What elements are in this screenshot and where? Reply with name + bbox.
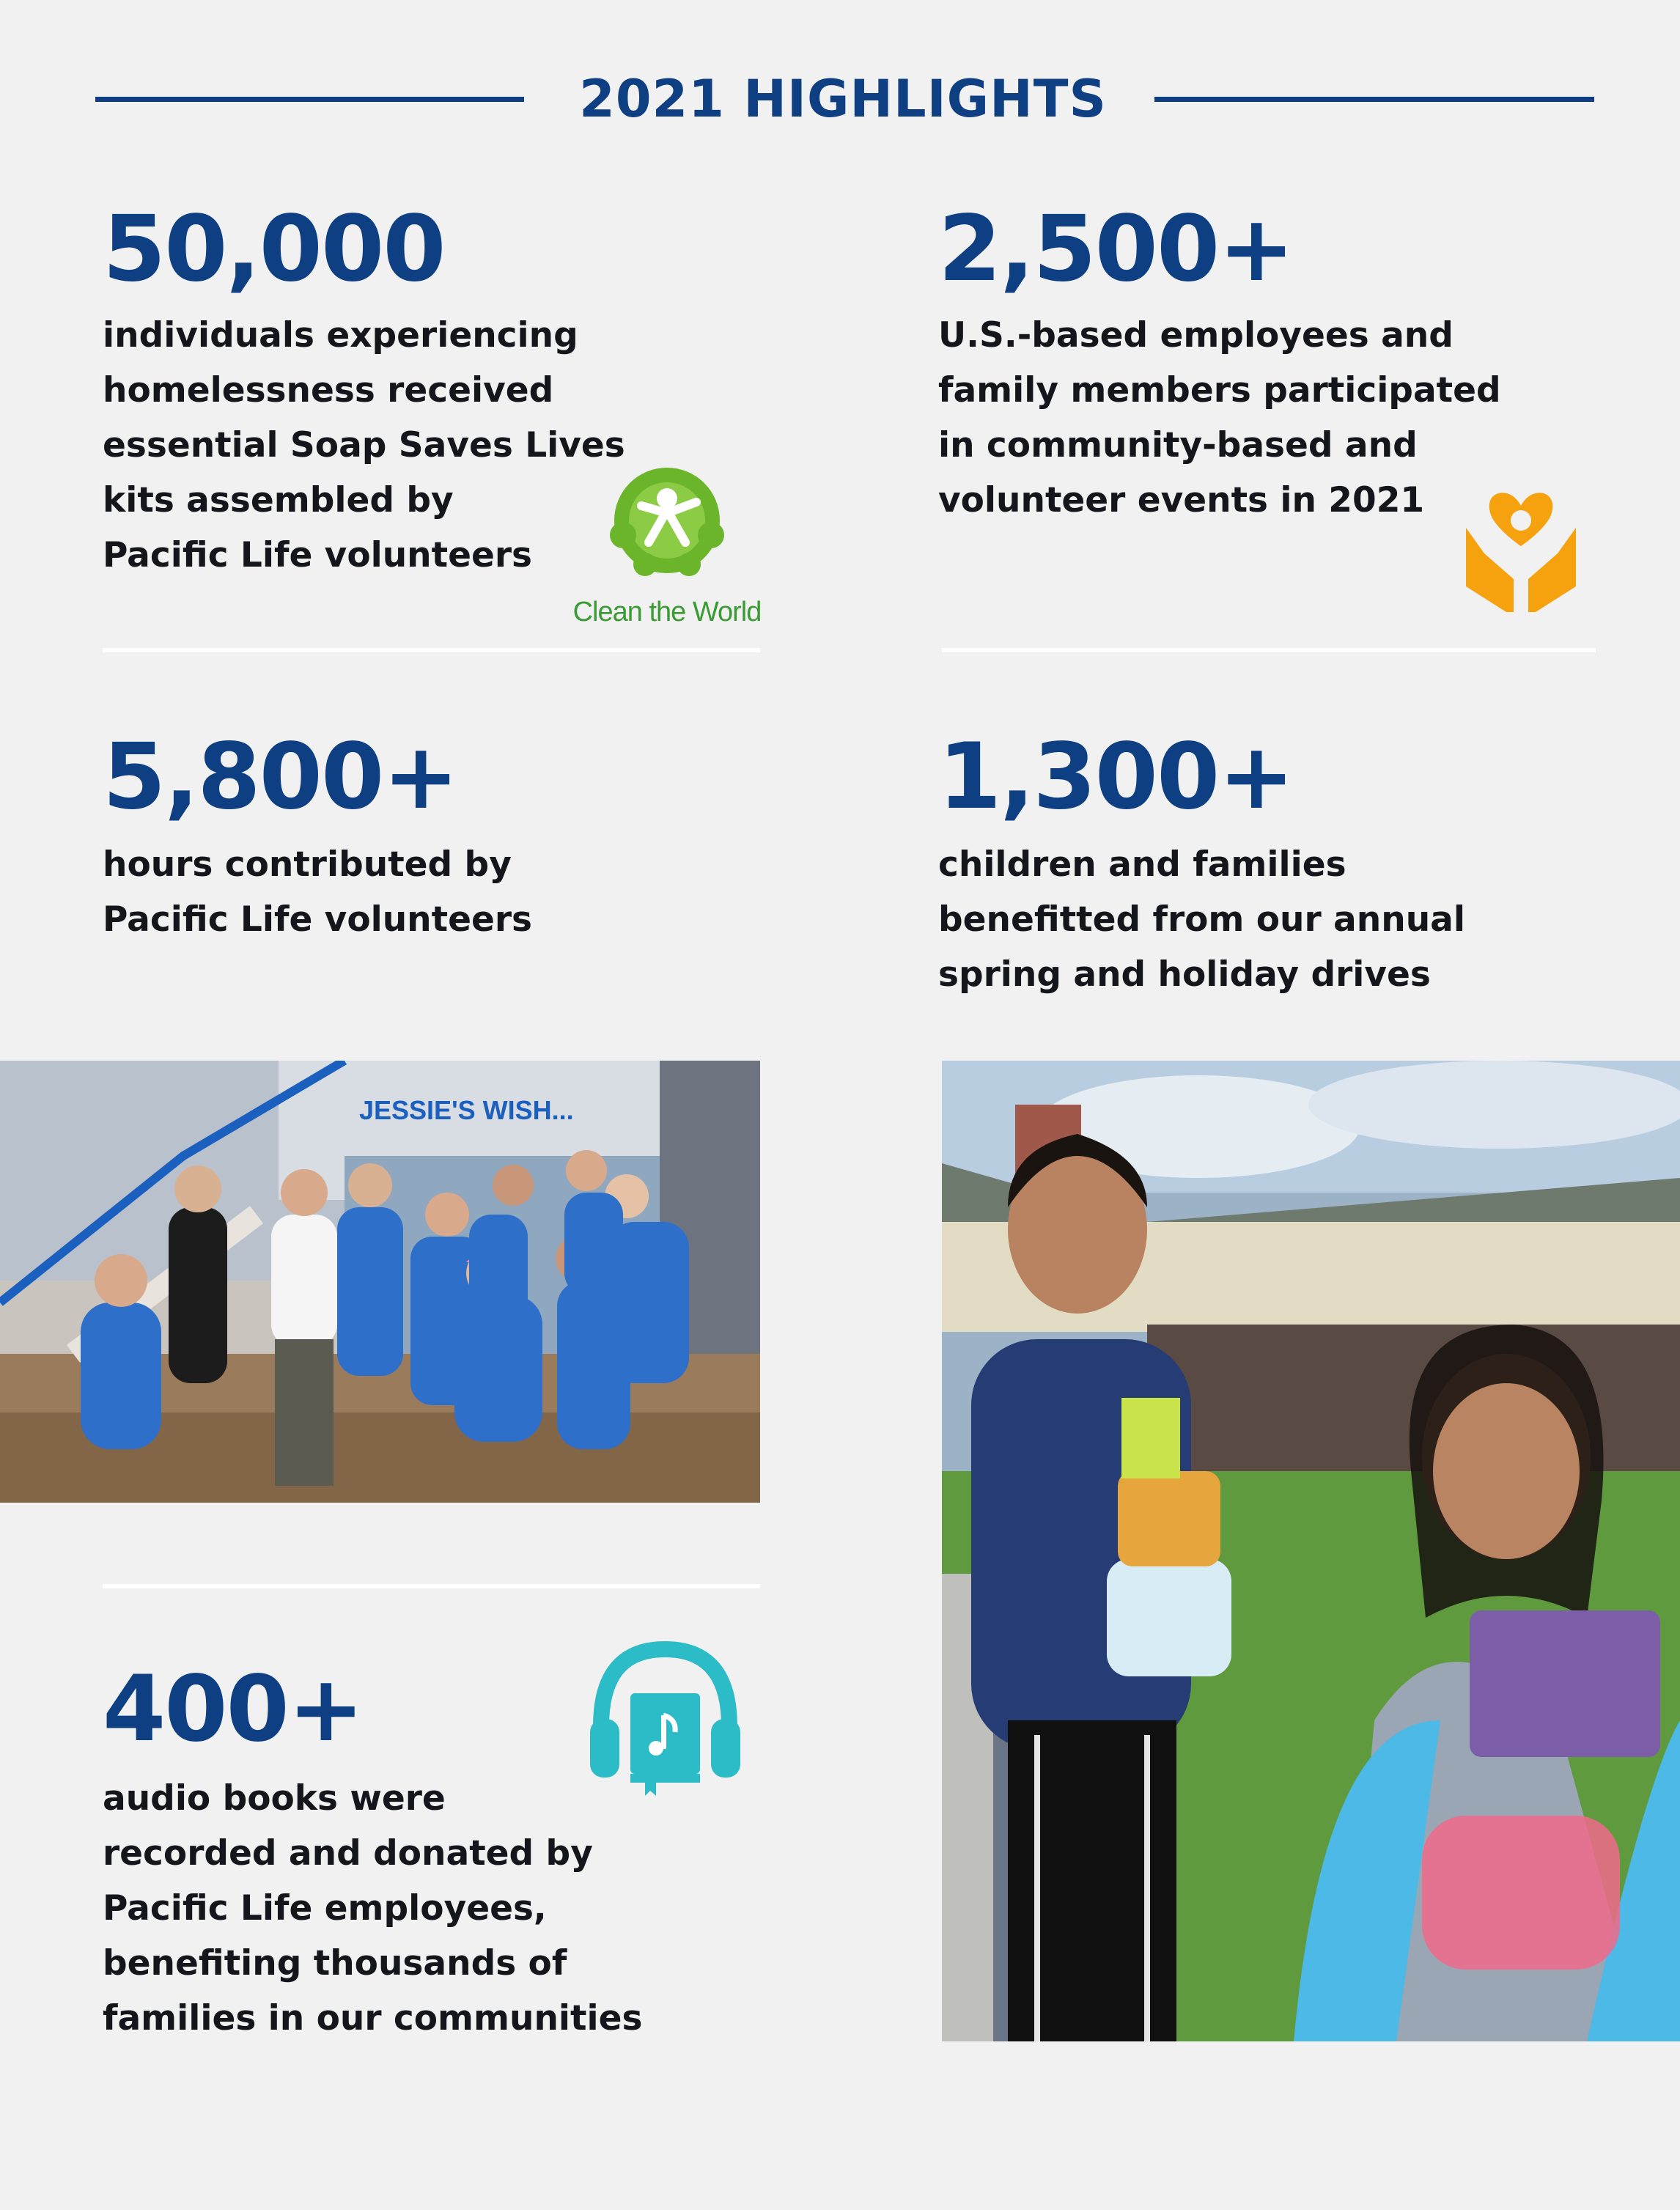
divider-left-2 bbox=[103, 1584, 760, 1588]
stat-hours: 5,800+ bbox=[103, 724, 458, 830]
desc-employees: U.S.-based employees and family members participated in community-based and volunteer events in 2021 bbox=[938, 315, 1501, 520]
stat-employees: 2,500+ bbox=[938, 196, 1294, 302]
desc-individuals: individuals experiencing homelessness received essential Soap Saves Lives kits assembled by Pacific Life volunteers bbox=[103, 315, 625, 575]
desc-hours: hours contributed by Pacific Life volunteers bbox=[103, 844, 533, 940]
clean-the-world-icon bbox=[568, 462, 766, 586]
desc-audiobooks: audio books were recorded and donated by Pacific Life employees, benefiting thousands of families in our communities bbox=[103, 1778, 643, 2038]
title-rule-right bbox=[1154, 97, 1594, 102]
divider-right-1 bbox=[942, 648, 1596, 652]
photo-children-baskets bbox=[942, 1061, 1680, 2041]
caring-hands-icon bbox=[1459, 476, 1583, 616]
stat-individuals: 50,000 bbox=[103, 196, 445, 302]
photo-volunteers-group bbox=[0, 1061, 760, 1503]
page-title: 2021 HIGHLIGHTS bbox=[579, 69, 1107, 129]
clean-the-world-logo bbox=[568, 462, 766, 627]
clean-the-world-logo-text: Clean the World bbox=[572, 597, 762, 627]
title-rule-left bbox=[95, 97, 524, 102]
jessies-wish-banner: JESSIE'S WISH... bbox=[359, 1095, 574, 1125]
desc-children: children and families benefitted from our annual spring and holiday drives bbox=[938, 844, 1465, 995]
stat-children: 1,300+ bbox=[938, 724, 1294, 830]
divider-left-1 bbox=[103, 648, 760, 652]
stat-audiobooks: 400+ bbox=[103, 1657, 363, 1762]
